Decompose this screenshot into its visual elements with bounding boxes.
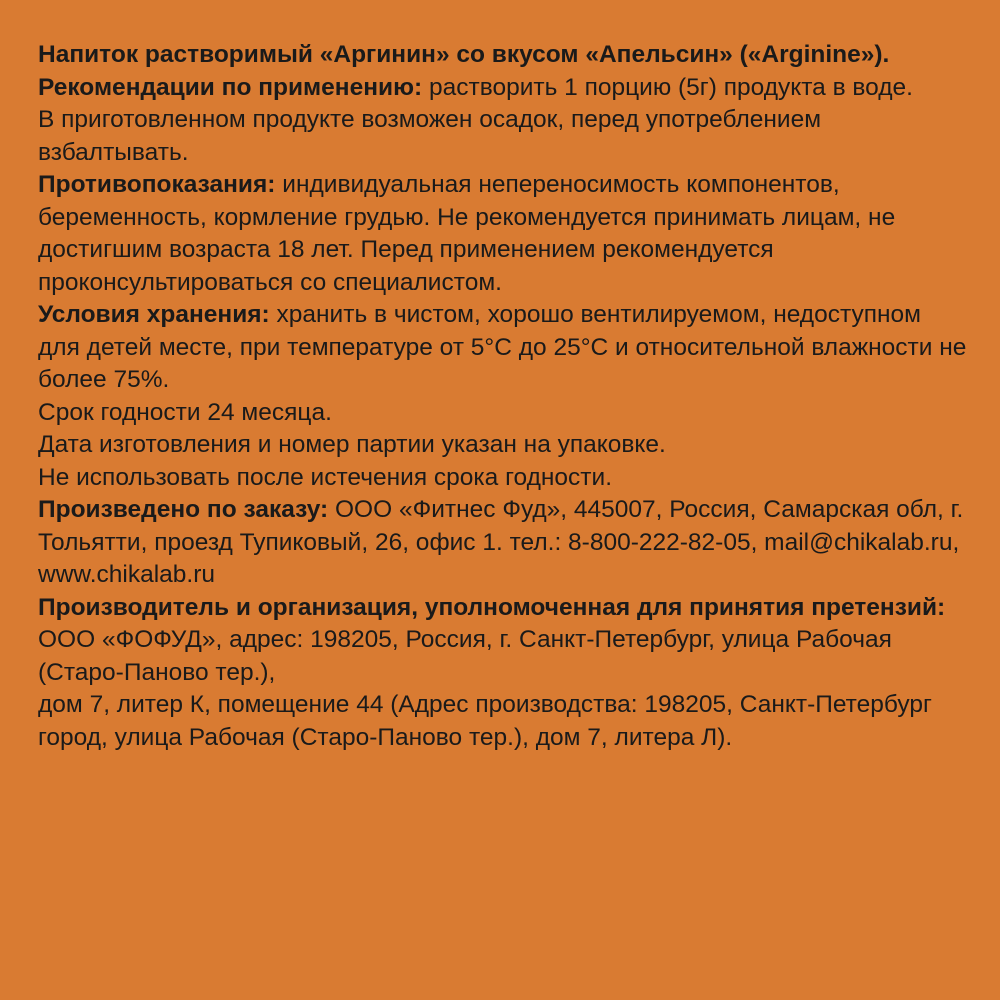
- contraindications-label: Противопоказания:: [38, 171, 276, 198]
- manufacturer-label: Производитель и организация, уполномоченная для принятия претензий:: [38, 593, 946, 621]
- contraindications-section: [38, 169, 968, 299]
- batch-info: Дата изготовления и номер партии указан на упаковке.: [38, 431, 666, 458]
- ordered-by-section: [38, 494, 968, 592]
- usage-section: [38, 72, 968, 105]
- manufacturer-address-line1: ООО «ФОФУД», адрес: 198205, Россия, г. Санкт-Петербург, улица Рабочая (Старо-Паново тер.),: [38, 626, 892, 686]
- ordered-by-label: Произведено по заказу:: [38, 496, 329, 523]
- contraindications-text: индивидуальная непереносимость компонентов, беременность, кормление грудью. Не рекомендуется принимать лицам, не достигшим возраста 18 лет. Перед применением рекомендуется проконсультироваться со специалистом.: [38, 171, 896, 296]
- sediment-note: В приготовленном продукте возможен осадок, перед употреблением взбалтывать.: [38, 106, 822, 166]
- label-text-block: [38, 39, 968, 754]
- ordered-by-text: ООО «Фитнес Фуд», 445007, Россия, Самарская обл, г. Тольятти, проезд Тупиковый, 26, офис 1. тел.: 8-800-222-82-05, mail@chikalab.ru, www.chikalab.ru: [38, 496, 964, 588]
- storage-section: [38, 299, 968, 397]
- usage-label: Рекомендации по применению:: [38, 73, 423, 101]
- manufacturer-address-line2: дом 7, литер К, помещение 44 (Адрес производства: 198205, Санкт-Петербург город, улица Рабочая (Старо-Паново тер.), дом 7, литера Л).: [38, 691, 932, 751]
- usage-text: растворить 1 порцию (5г) продукта в воде.: [422, 73, 913, 101]
- shelf-life: Срок годности 24 месяца.: [38, 398, 332, 426]
- expiry-warning: Не использовать после истечения срока годности.: [38, 463, 613, 491]
- storage-label: Условия хранения:: [38, 301, 270, 328]
- product-title: Напиток растворимый «Аргинин» со вкусом «Апельсин» («Arginine»).: [38, 41, 890, 68]
- storage-text: хранить в чистом, хорошо вентилируемом, недоступном для детей месте, при температуре от 5°С до 25°С и относительной влажности не более 75%.: [38, 301, 967, 393]
